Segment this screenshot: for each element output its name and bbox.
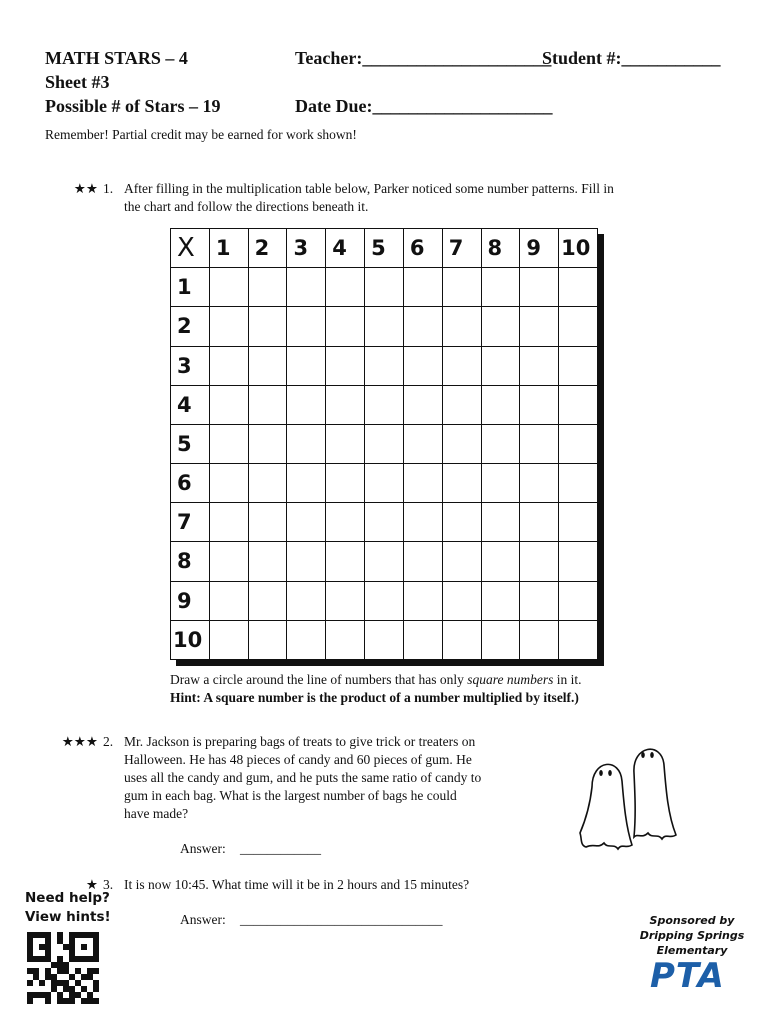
q2-text-line2: Halloween. He has 48 pieces of candy and 60 pieces of gum. He (124, 752, 472, 767)
answer-cell[interactable] (326, 346, 365, 385)
answer-cell[interactable] (403, 268, 442, 307)
answer-cell[interactable] (403, 464, 442, 503)
answer-cell[interactable] (326, 424, 365, 463)
answer-cell[interactable] (520, 307, 559, 346)
date-due-field[interactable]: Date Due:____________________ (295, 96, 553, 116)
answer-cell[interactable] (403, 542, 442, 581)
teacher-field[interactable]: Teacher:_____________________ (295, 48, 552, 68)
row-header: 3 (171, 346, 210, 385)
row-header: 8 (171, 542, 210, 581)
sponsor-block (636, 913, 748, 958)
row-header: 10 (171, 620, 210, 659)
answer-cell[interactable] (559, 581, 598, 620)
answer-cell[interactable] (209, 307, 248, 346)
answer-cell[interactable] (559, 542, 598, 581)
answer-cell[interactable] (403, 385, 442, 424)
table-row (171, 620, 598, 659)
answer-cell[interactable] (287, 581, 326, 620)
q1-number: 1. (103, 181, 114, 196)
q3-number: 3. (103, 877, 114, 892)
row-header: 9 (171, 581, 210, 620)
answer-cell[interactable] (520, 503, 559, 542)
answer-cell[interactable] (248, 307, 287, 346)
answer-cell[interactable] (442, 385, 481, 424)
help-line2: View hints! (25, 909, 111, 925)
column-header: 10 (559, 229, 598, 268)
q3-answer-line[interactable]: ______________________________ (240, 912, 443, 927)
sponsor-line1: Sponsored by (649, 914, 735, 927)
qr-module (93, 998, 99, 1004)
answer-cell[interactable] (287, 346, 326, 385)
q2-number: 2. (103, 734, 114, 749)
q2-stars: ★★★ (61, 734, 98, 749)
sheet-number: Sheet #3 (45, 72, 110, 92)
column-header: 5 (365, 229, 404, 268)
answer-cell[interactable] (287, 268, 326, 307)
q3-text: It is now 10:45. What time will it be in 2 hours and 15 minutes? (124, 877, 470, 892)
answer-cell[interactable] (403, 620, 442, 659)
answer-cell[interactable] (442, 464, 481, 503)
answer-cell[interactable] (520, 620, 559, 659)
answer-cell[interactable] (520, 268, 559, 307)
q1-hint: Hint: A square number is the product of a number multiplied by itself.) (170, 690, 579, 705)
answer-cell[interactable] (287, 542, 326, 581)
q2-text-line3: uses all the candy and gum, and he puts the same ratio of candy to (124, 770, 482, 785)
column-header: 4 (326, 229, 365, 268)
answer-cell[interactable] (481, 542, 520, 581)
answer-cell[interactable] (287, 424, 326, 463)
answer-cell[interactable] (365, 581, 404, 620)
answer-cell[interactable] (365, 346, 404, 385)
answer-cell[interactable] (559, 346, 598, 385)
answer-cell[interactable] (481, 307, 520, 346)
corner-x-label: X (171, 229, 210, 268)
q3-stars: ★ (85, 877, 98, 892)
answer-cell[interactable] (209, 503, 248, 542)
answer-cell[interactable] (365, 503, 404, 542)
q2-answer-line[interactable]: ____________ (240, 841, 321, 856)
table-row (171, 542, 598, 581)
answer-cell[interactable] (403, 424, 442, 463)
q2-text-line5: have made? (124, 806, 189, 821)
answer-cell[interactable] (326, 464, 365, 503)
q2-text-line1: Mr. Jackson is preparing bags of treats to give trick or treaters on (124, 734, 476, 749)
row-header: 6 (171, 464, 210, 503)
answer-cell[interactable] (287, 307, 326, 346)
answer-cell[interactable] (403, 503, 442, 542)
column-header: 7 (442, 229, 481, 268)
answer-cell[interactable] (209, 542, 248, 581)
worksheet-title: MATH STARS – 4 (45, 48, 188, 68)
answer-cell[interactable] (248, 385, 287, 424)
answer-cell[interactable] (287, 503, 326, 542)
answer-cell[interactable] (209, 424, 248, 463)
multiplication-table (170, 228, 598, 660)
answer-cell[interactable] (365, 268, 404, 307)
answer-cell[interactable] (481, 620, 520, 659)
answer-cell[interactable] (520, 385, 559, 424)
q1-text-line1: After filling in the multiplication table below, Parker noticed some number patterns. Fill in (124, 181, 614, 196)
answer-cell[interactable] (520, 581, 559, 620)
possible-stars: Possible # of Stars – 19 (45, 96, 221, 116)
q1-stars: ★★ (73, 181, 98, 196)
answer-cell[interactable] (442, 542, 481, 581)
q1-direction-emphasis: square numbers (467, 672, 554, 687)
answer-cell[interactable] (209, 385, 248, 424)
table-row (171, 346, 598, 385)
answer-cell[interactable] (403, 581, 442, 620)
column-header: 8 (481, 229, 520, 268)
answer-cell[interactable] (520, 542, 559, 581)
answer-cell[interactable] (481, 385, 520, 424)
answer-cell[interactable] (248, 542, 287, 581)
table-row (171, 581, 598, 620)
answer-cell[interactable] (365, 424, 404, 463)
answer-cell[interactable] (248, 268, 287, 307)
answer-cell[interactable] (520, 464, 559, 503)
answer-cell[interactable] (248, 503, 287, 542)
answer-cell[interactable] (365, 620, 404, 659)
answer-cell[interactable] (559, 424, 598, 463)
answer-cell[interactable] (559, 385, 598, 424)
answer-cell[interactable] (365, 464, 404, 503)
answer-cell[interactable] (248, 581, 287, 620)
sponsor-line2: Dripping Springs (639, 929, 745, 942)
answer-cell[interactable] (326, 268, 365, 307)
answer-cell[interactable] (326, 385, 365, 424)
answer-cell[interactable] (559, 268, 598, 307)
answer-cell[interactable] (442, 307, 481, 346)
column-header: 1 (209, 229, 248, 268)
row-header: 1 (171, 268, 210, 307)
row-header: 4 (171, 385, 210, 424)
answer-cell[interactable] (481, 346, 520, 385)
answer-cell[interactable] (481, 464, 520, 503)
answer-cell[interactable] (559, 503, 598, 542)
answer-cell[interactable] (287, 620, 326, 659)
qr-code[interactable] (27, 932, 99, 1004)
answer-cell[interactable] (365, 385, 404, 424)
answer-cell[interactable] (209, 346, 248, 385)
q1-text-line2: the chart and follow the directions beneath it. (124, 199, 369, 214)
answer-cell[interactable] (442, 503, 481, 542)
answer-cell[interactable] (365, 307, 404, 346)
table-row (171, 464, 598, 503)
answer-cell[interactable] (326, 620, 365, 659)
q1-direction-prefix: Draw a circle around the line of numbers that has only (170, 672, 468, 687)
row-header: 7 (171, 503, 210, 542)
answer-cell[interactable] (248, 424, 287, 463)
column-header: 3 (287, 229, 326, 268)
answer-cell[interactable] (442, 581, 481, 620)
q2-text-line4: gum in each bag. What is the largest number of bags he could (124, 788, 457, 803)
answer-cell[interactable] (442, 424, 481, 463)
answer-cell[interactable] (442, 268, 481, 307)
ghosts-illustration (572, 735, 682, 853)
answer-cell[interactable] (326, 581, 365, 620)
answer-cell[interactable] (248, 620, 287, 659)
answer-cell[interactable] (559, 620, 598, 659)
q3-answer-label: Answer: (180, 912, 226, 927)
answer-cell[interactable] (403, 346, 442, 385)
answer-cell[interactable] (365, 542, 404, 581)
answer-cell[interactable] (209, 464, 248, 503)
q1-direction-suffix: in it. (553, 672, 582, 687)
table-row (171, 503, 598, 542)
pta-logo: PTA (650, 956, 725, 996)
table-row (171, 268, 598, 307)
answer-cell[interactable] (481, 424, 520, 463)
answer-cell[interactable] (326, 542, 365, 581)
answer-cell[interactable] (403, 307, 442, 346)
answer-cell[interactable] (209, 268, 248, 307)
answer-cell[interactable] (520, 346, 559, 385)
answer-cell[interactable] (326, 503, 365, 542)
answer-cell[interactable] (481, 581, 520, 620)
q1-direction (170, 671, 582, 689)
column-header: 2 (248, 229, 287, 268)
answer-cell[interactable] (248, 464, 287, 503)
answer-cell[interactable] (209, 620, 248, 659)
answer-cell[interactable] (209, 581, 248, 620)
reminder-text: Remember! Partial credit may be earned for work shown! (45, 127, 357, 142)
answer-cell[interactable] (481, 503, 520, 542)
table-row (171, 424, 598, 463)
help-line1: Need help? (25, 890, 110, 906)
answer-cell[interactable] (481, 268, 520, 307)
row-header: 2 (171, 307, 210, 346)
answer-cell[interactable] (559, 464, 598, 503)
sponsor-line3: Elementary (656, 944, 728, 957)
answer-cell[interactable] (442, 620, 481, 659)
column-header: 9 (520, 229, 559, 268)
answer-cell[interactable] (559, 307, 598, 346)
answer-cell[interactable] (287, 464, 326, 503)
answer-cell[interactable] (248, 346, 287, 385)
table-row (171, 385, 598, 424)
column-header: 6 (403, 229, 442, 268)
answer-cell[interactable] (326, 307, 365, 346)
answer-cell[interactable] (442, 346, 481, 385)
answer-cell[interactable] (287, 385, 326, 424)
table-row (171, 307, 598, 346)
q2-answer-label: Answer: (180, 841, 226, 856)
answer-cell[interactable] (520, 424, 559, 463)
student-number-field[interactable]: Student #:___________ (542, 48, 721, 68)
row-header: 5 (171, 424, 210, 463)
help-text[interactable] (25, 889, 111, 927)
